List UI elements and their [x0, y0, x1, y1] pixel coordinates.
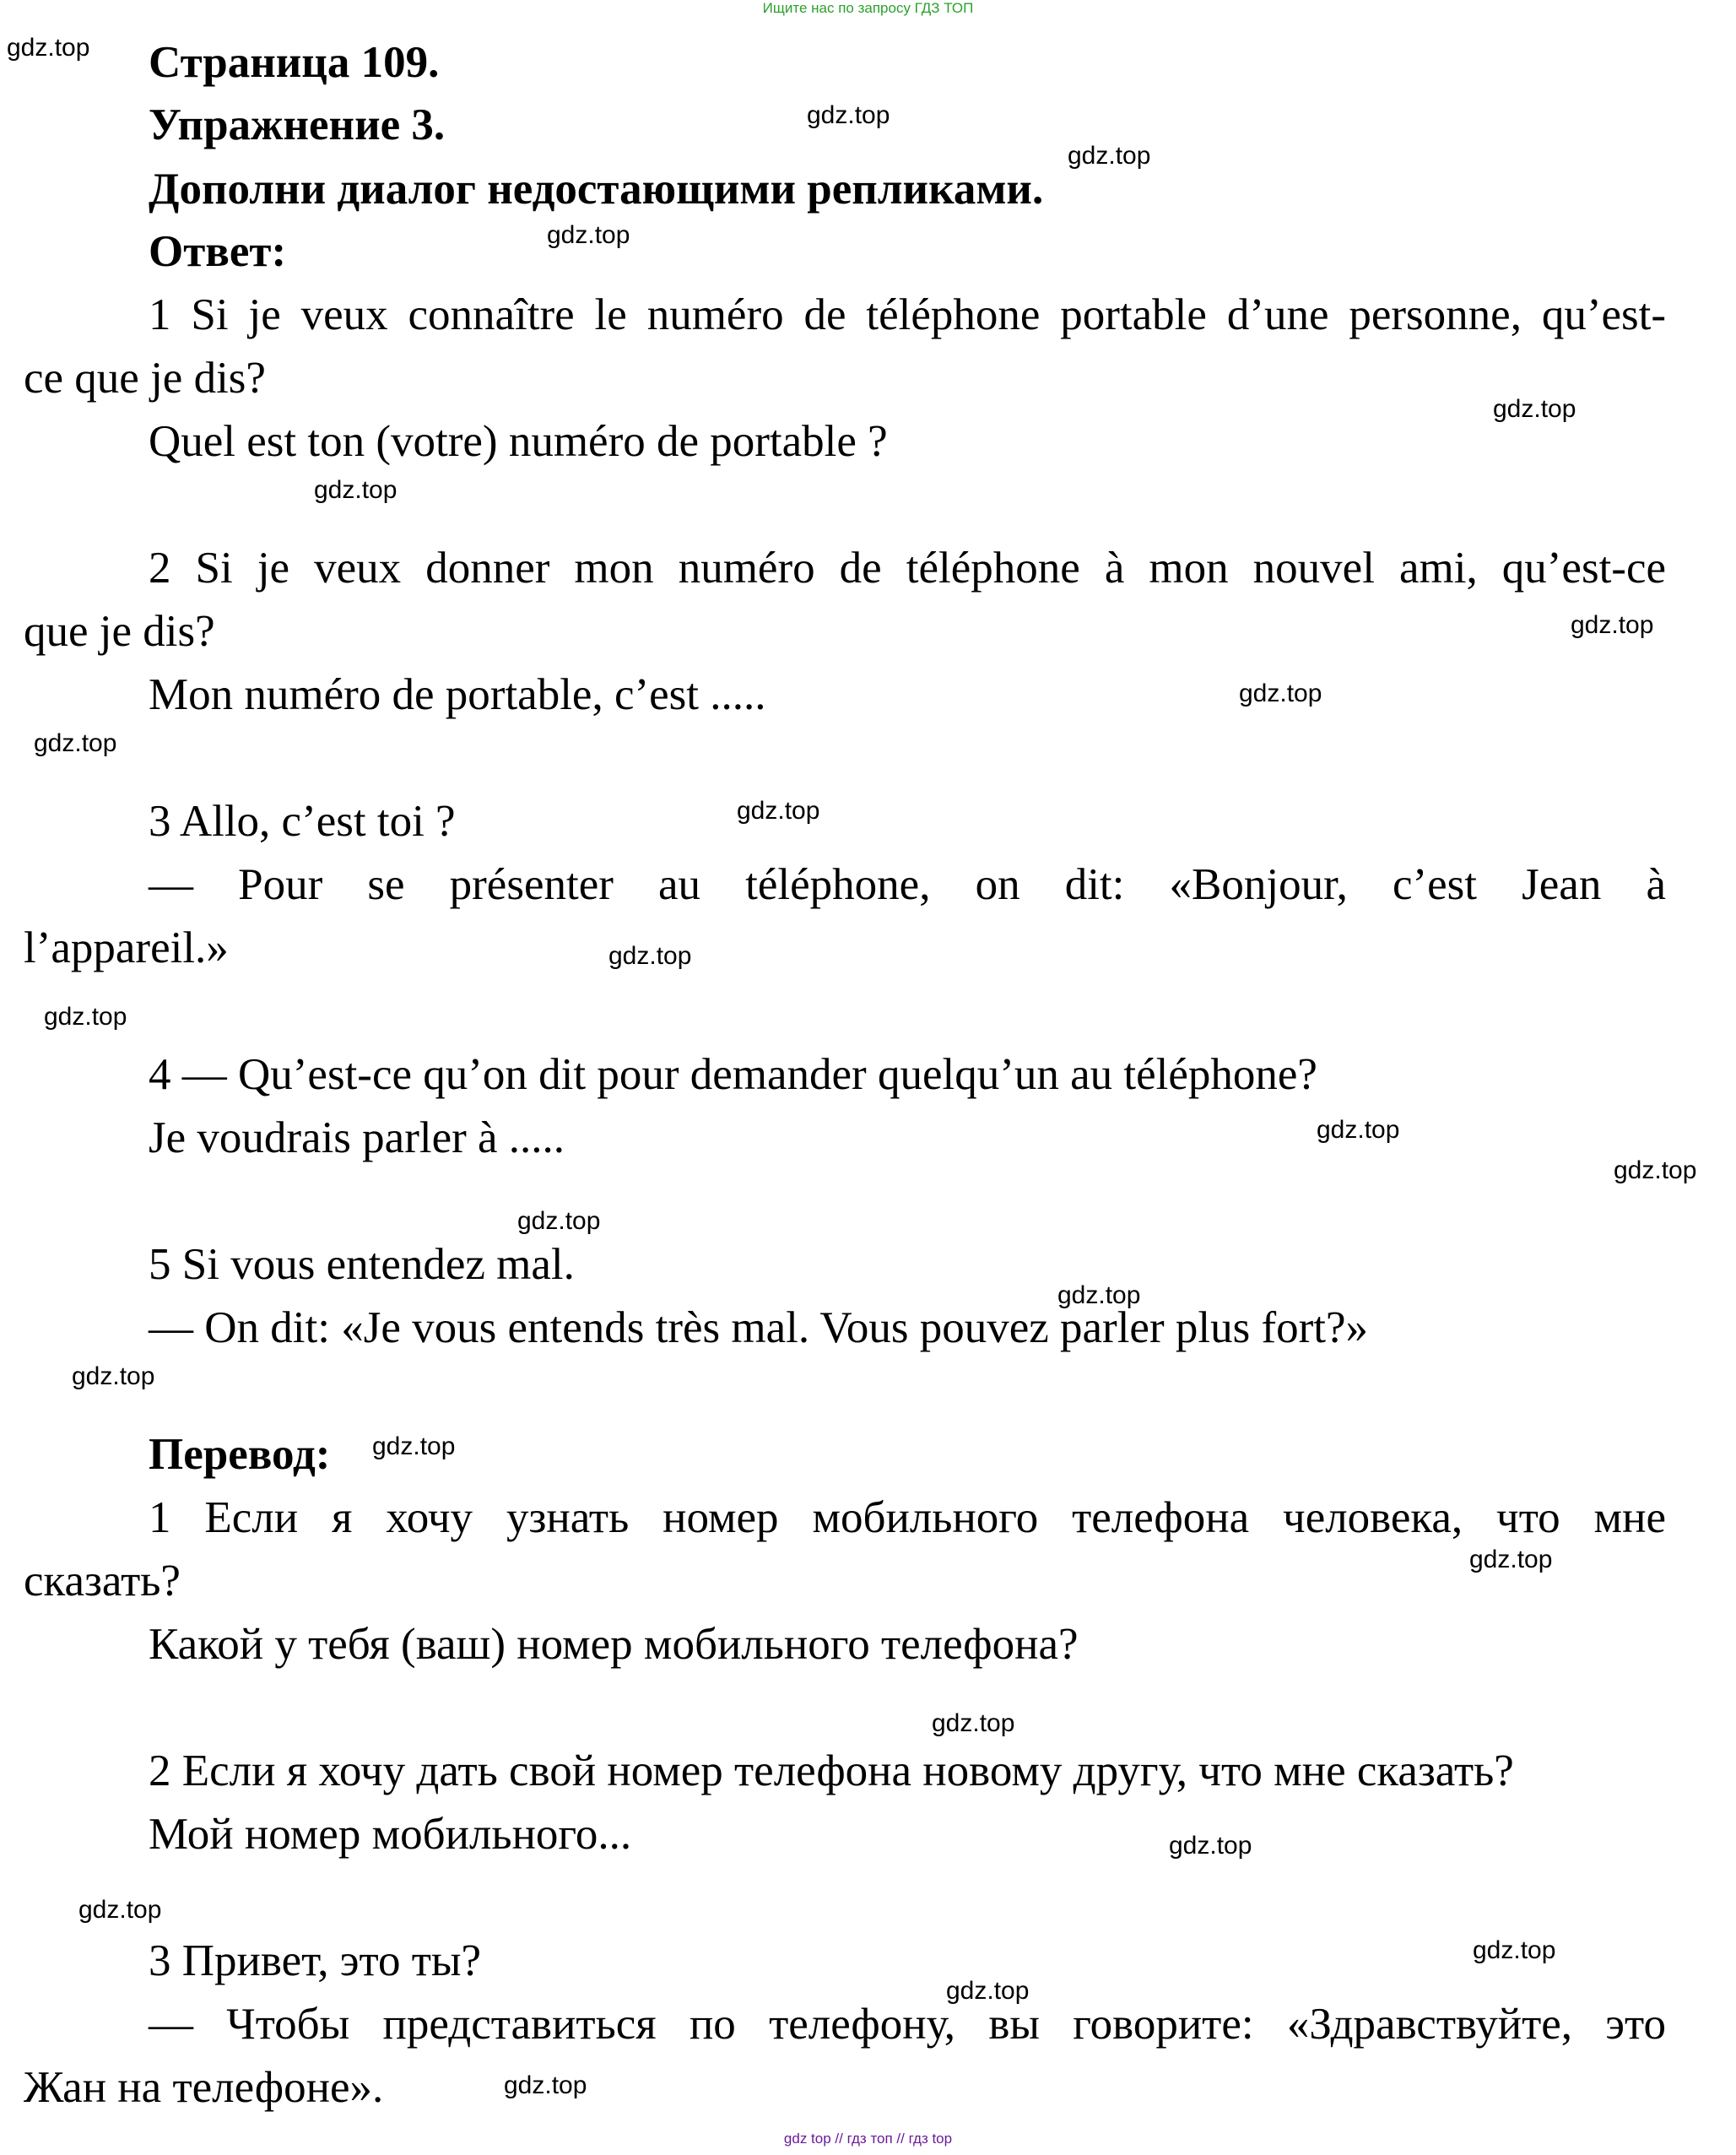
translation-t2: 2 Если я хочу дать свой номер телефона новому другу, что мне сказать?: [149, 1746, 1514, 1795]
watermark: gdz.top: [78, 1896, 162, 1924]
translation-t3-answer-line1: — Чтобы представиться по телефону, вы говорите: «Здравствуйте, это: [149, 2000, 1666, 2049]
watermark: gdz.top: [1057, 1281, 1141, 1309]
watermark: gdz.top: [34, 729, 117, 757]
watermark: gdz.top: [372, 1432, 456, 1460]
watermark: gdz.top: [504, 2071, 587, 2099]
watermark: gdz.top: [608, 942, 692, 970]
answer-q2-line2: que je dis?: [24, 607, 215, 656]
watermark: gdz.top: [1571, 611, 1654, 639]
watermark: gdz.top: [946, 1977, 1030, 2005]
answer-label: Ответ:: [149, 227, 287, 276]
watermark: gdz.top: [1169, 1832, 1252, 1860]
answer-a4: Je voudrais parler à .....: [149, 1113, 565, 1162]
watermark: gdz.top: [1068, 142, 1151, 170]
watermark: gdz.top: [932, 1709, 1015, 1737]
bottom-footer: gdz top // гдз топ // гдз top: [783, 2131, 953, 2147]
answer-q1-line1: 1 Si je veux connaître le numéro de téléphone portable d’une personne, qu’est-: [149, 290, 1666, 339]
watermark: gdz.top: [1469, 1546, 1553, 1573]
top-banner: Ищите нас по запросу ГДЗ ТОП: [762, 0, 974, 16]
translation-t2-answer: Мой номер мобильного...: [149, 1810, 632, 1859]
watermark: gdz.top: [1493, 395, 1576, 423]
answer-q1-line2: ce que je dis?: [24, 354, 266, 403]
watermark: gdz.top: [314, 476, 397, 504]
answer-q3: 3 Allo, c’est toi ?: [149, 797, 456, 846]
watermark: gdz.top: [1614, 1156, 1697, 1184]
watermark: gdz.top: [547, 221, 630, 249]
watermark: gdz.top: [517, 1207, 601, 1235]
translation-t1-line1: 1 Если я хочу узнать номер мобильного телефона человека, что мне: [149, 1493, 1666, 1542]
watermark: gdz.top: [44, 1003, 127, 1031]
answer-q5: 5 Si vous entendez mal.: [149, 1240, 575, 1289]
translation-t3: 3 Привет, это ты?: [149, 1936, 482, 1985]
watermark: gdz.top: [807, 101, 890, 129]
translation-t1-answer: Какой у тебя (ваш) номер мобильного телефона?: [149, 1620, 1079, 1669]
watermark: gdz.top: [7, 34, 90, 62]
translation-t1-line2: сказать?: [24, 1557, 181, 1605]
answer-a5: — On dit: «Je vous entends très mal. Vous pouvez parler plus fort?»: [149, 1303, 1369, 1352]
watermark: gdz.top: [1317, 1116, 1400, 1144]
answer-q2-line1: 2 Si je veux donner mon numéro de téléphone à mon nouvel ami, qu’est-ce: [149, 544, 1666, 593]
translation-t3-answer-line2: Жан на телефоне».: [24, 2063, 384, 2112]
task-text: Дополни диалог недостающими репликами.: [149, 165, 1044, 214]
answer-a2: Mon numéro de portable, c’est .....: [149, 670, 766, 719]
watermark: gdz.top: [1239, 680, 1322, 707]
translation-label: Перевод:: [149, 1430, 331, 1479]
answer-q4: 4 — Qu’est-ce qu’on dit pour demander quelqu’un au téléphone?: [149, 1050, 1317, 1099]
watermark: gdz.top: [72, 1362, 155, 1390]
answer-a3-line1: — Pour se présenter au téléphone, on dit: «Bonjour, c’est Jean à: [149, 860, 1666, 909]
answer-a3-line2: l’appareil.»: [24, 923, 229, 972]
watermark: gdz.top: [737, 797, 820, 825]
watermark: gdz.top: [1473, 1936, 1556, 1964]
answer-a1: Quel est ton (votre) numéro de portable ?: [149, 417, 888, 466]
page-title: Страница 109.: [149, 38, 440, 87]
exercise-title: Упражнение 3.: [149, 100, 446, 149]
